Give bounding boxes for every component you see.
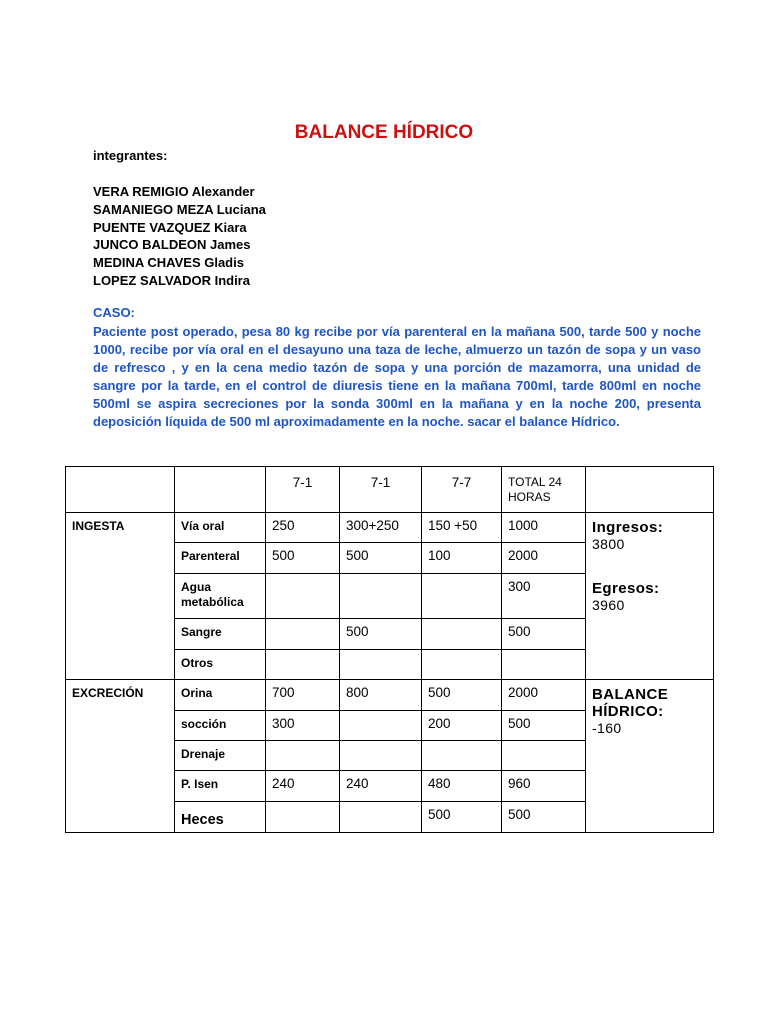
cell-value [340, 650, 422, 680]
balance-table [65, 466, 714, 833]
column-header-total: TOTAL 24 HORAS [502, 467, 586, 513]
integrantes-label: integrantes: [93, 148, 168, 163]
cell-total [502, 650, 586, 680]
cell-value [266, 802, 340, 833]
row-label: Otros [175, 650, 266, 680]
ingresos-egresos-summary [586, 513, 714, 680]
cell-total: 960 [502, 771, 586, 802]
cell-value: 500 [266, 543, 340, 574]
row-label: Orina [175, 680, 266, 711]
integrante-name: LOPEZ SALVADOR Indira [93, 272, 250, 288]
cell-value [266, 650, 340, 680]
cell-value: 300+250 [340, 513, 422, 543]
row-label: P. Isen [175, 771, 266, 802]
balance-summary [586, 680, 714, 833]
integrante-name: JUNCO BALDEON James [93, 237, 251, 253]
row-label: Parenteral [175, 543, 266, 574]
cell-value: 500 [422, 802, 502, 833]
row-label: Agua metabólica [175, 574, 266, 619]
cell-value: 500 [422, 680, 502, 711]
cell-value [340, 711, 422, 741]
table-row [66, 680, 714, 711]
cell-total: 2000 [502, 680, 586, 711]
cell-total: 500 [502, 619, 586, 650]
ingresos-label: Ingresos: [592, 519, 664, 536]
cell-value: 300 [266, 711, 340, 741]
integrantes-list [93, 183, 266, 290]
integrante-name: PUENTE VAZQUEZ Kiara [93, 219, 247, 235]
integrante-name: SAMANIEGO MEZA Luciana [93, 201, 266, 217]
cell-value: 200 [422, 711, 502, 741]
balance-label: BALANCE HÍDRICO: [592, 686, 669, 720]
row-label: Vía oral [175, 513, 266, 543]
cell-value [422, 741, 502, 771]
excrecion-label: EXCRECIÓN [66, 680, 175, 833]
table-header-row [66, 467, 714, 513]
cell-value [266, 574, 340, 619]
cell-total: 500 [502, 711, 586, 741]
cell-total: 300 [502, 574, 586, 619]
integrante-name: MEDINA CHAVES Gladis [93, 255, 244, 271]
cell-value: 240 [340, 771, 422, 802]
cell-value [266, 619, 340, 650]
cell-value [422, 619, 502, 650]
cell-value [340, 574, 422, 619]
cell-total: 1000 [502, 513, 586, 543]
cell-value: 800 [340, 680, 422, 711]
column-header: 7-1 [340, 467, 422, 513]
integrante-name: VERA REMIGIO Alexander [93, 184, 255, 199]
column-header: 7-1 [266, 467, 340, 513]
ingresos-value: 3800 [592, 536, 625, 552]
cell-value: 100 [422, 543, 502, 574]
cell-value [340, 741, 422, 771]
cell-value: 240 [266, 771, 340, 802]
column-header: 7-7 [422, 467, 502, 513]
cell-value: 500 [340, 619, 422, 650]
caso-label: CASO: [93, 305, 135, 320]
cell-value [422, 650, 502, 680]
document-title: BALANCE HÍDRICO [294, 122, 474, 143]
row-label: Heces [175, 802, 266, 833]
table-row [66, 513, 714, 543]
ingesta-label: INGESTA [66, 513, 175, 680]
row-label: Drenaje [175, 741, 266, 771]
cell-value [422, 574, 502, 619]
cell-total: 500 [502, 802, 586, 833]
cell-value [266, 741, 340, 771]
cell-value: 500 [340, 543, 422, 574]
balance-value: -160 [592, 720, 622, 736]
cell-value [340, 802, 422, 833]
caso-text: Paciente post operado, pesa 80 kg recibe por vía parenteral en la mañana 500, tarde 500 y noche 1000, recibe por vía oral en el desayuno una taza de leche, almuerzo un tazón de sopa y un vaso de refresco , y en la cena medio tazón de sopa y una porción de mazamorra, una unidad de sangre por la tarde, en el control de diuresis tiene en la mañana 700ml, tarde 800ml en noche 500ml se aspira secreciones por la sonda 300ml en la mañana y en la noche 200, presenta deposición líquida de 500 ml aproximadamente en la noche. sacar el balance Hídrico. [93, 324, 701, 429]
row-label: Sangre [175, 619, 266, 650]
egresos-value: 3960 [592, 597, 625, 613]
cell-value: 250 [266, 513, 340, 543]
cell-value: 150 +50 [422, 513, 502, 543]
cell-value: 700 [266, 680, 340, 711]
row-label: socción [175, 711, 266, 741]
egresos-label: Egresos: [592, 580, 660, 597]
cell-total [502, 741, 586, 771]
cell-value: 480 [422, 771, 502, 802]
cell-total: 2000 [502, 543, 586, 574]
